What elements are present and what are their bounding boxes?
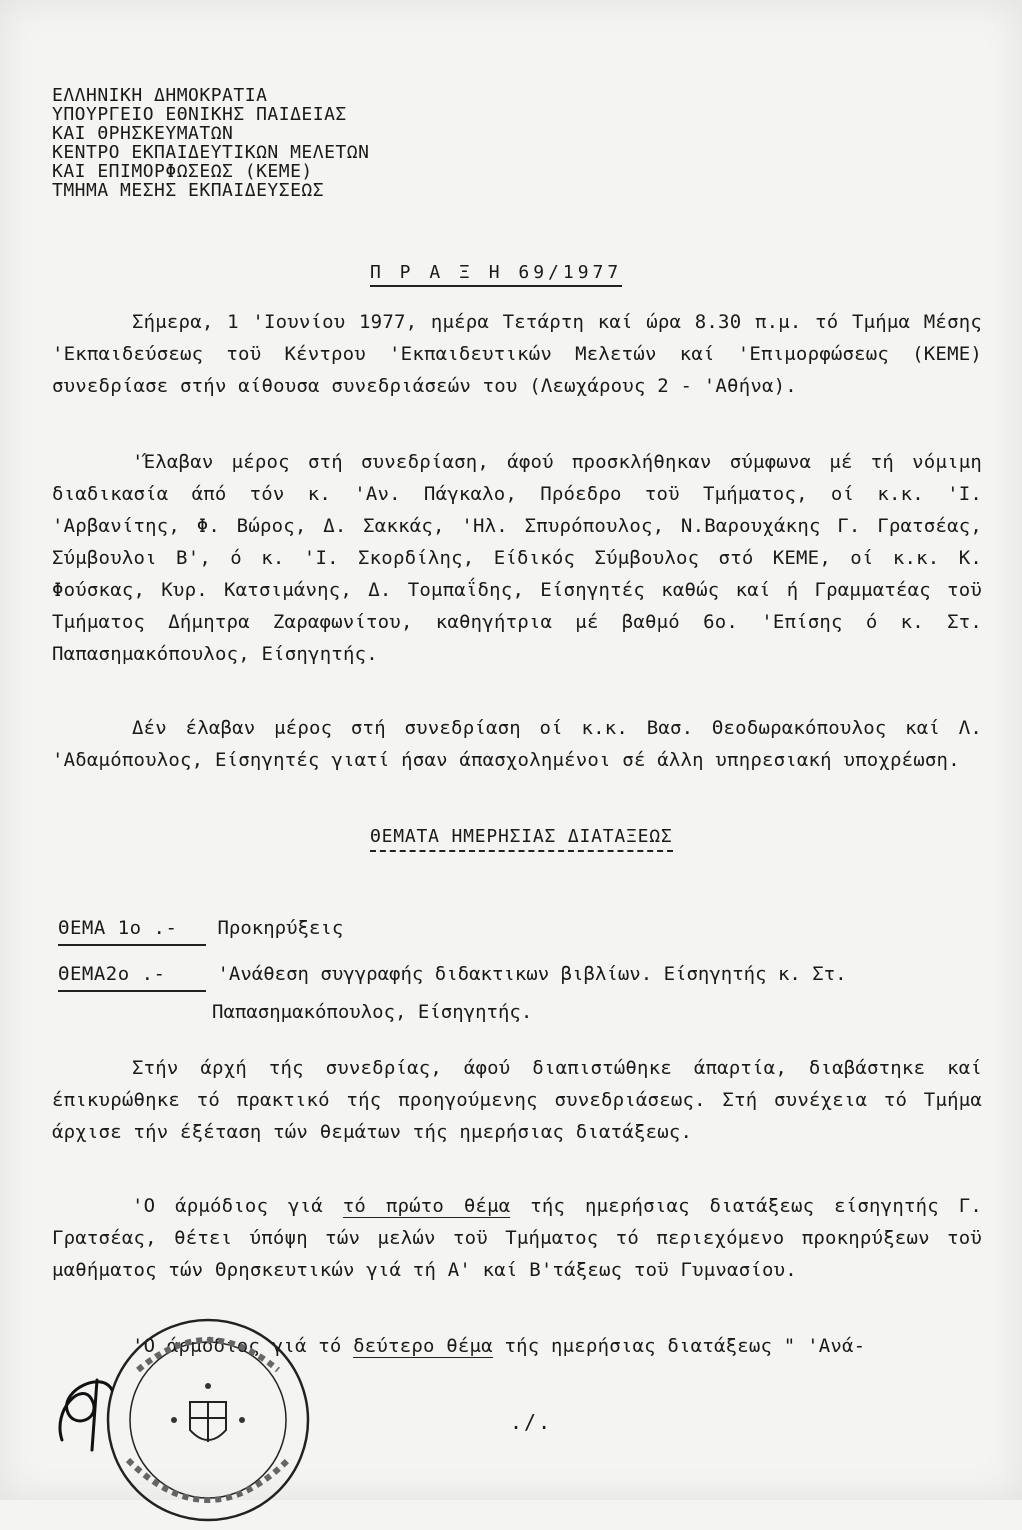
signature-icon: [42, 1350, 132, 1460]
first-topic-text-a: 'Ο άρμόδιος γιά: [132, 1195, 343, 1217]
first-topic-text-b: τής ημερήσιας διατάξεως είσηγητής Γ. Γρατσέας, θέτει ύπόψη τών μελών τοϋ Τμήματος τό περιεχόμενο προκηρύξεων τοϋ μαθήματος τών Θρησκευτικών γιά τή Α' καί Β'τάξεως τοϋ Γυμνασίου.: [52, 1195, 982, 1281]
theme-1-text: Προκηρύξεις: [217, 917, 344, 939]
document-title: Π Ρ Α Ξ Η 69/1977: [370, 262, 622, 287]
theme-2: [58, 958, 847, 992]
letterhead-line: ΕΛΛΗΝΙΚΗ ΔΗΜΟΚΡΑΤΙΑ: [52, 85, 268, 106]
start-text: Στήν άρχή τής συνεδρίας, άφού διαπιστώθηκε άπαρτία, διαβάστηκε καί έπικυρώθηκε τό πρακτικό τής προηγούμενης συνεδριάσεως. Στή συνέχεια τό Τμήμα άρχισε τήν έξέταση τών θεμάτων τής ημερήσιας διατάξεως.: [52, 1057, 982, 1143]
first-topic-underlined: τό πρώτο θέμα: [342, 1195, 511, 1217]
letterhead-line: ΥΠΟΥΡΓΕΙΟ ΕΘΝΙΚΗΣ ΠΑΙΔΕΙΑΣ: [52, 104, 347, 125]
absent-text: Δέν έλαβαν μέρος στή συνεδρίαση οί κ.κ. Βασ. Θεοδωρακόπουλος καί Λ. 'Αδαμόπουλος, Είσηγητές γιατί ήσαν άπασχολημένοι σέ άλλη υπηρεσιακή υποχρέωση.: [52, 717, 982, 771]
intro-paragraph: [52, 306, 982, 402]
letterhead: [52, 86, 369, 200]
participants-text: 'Έλαβαν μέρος στή συνεδρίαση, άφού προσκλήθηκαν σύμφωνα μέ τή νόμιμη διαδικασία άπό τόν κ. 'Αν. Πάγκαλο, Πρόεδρο τοϋ Τμήματος, οί κ.κ. 'Ι. 'Αρβανίτης, Φ. Βώρος, Δ. Σακκάς, 'Ηλ. Σπυρόπουλος, Ν.Βαρουχάκης Γ. Γρατσέας, Σύμβουλοι Β', ό κ. 'Ι. Σκορδίλης, Είδικός Σύμβουλος στό ΚΕΜΕ, οί κ.κ. Κ. Φούσκας, Κυρ. Κατσιμάνης, Δ. Τομπαΐδης, Είσηγητές καθώς καί ή Γραμματέας τοϋ Τμήματος Δήμητρα Ζαραφωνίτου, καθηγήτρια μέ βαθμό 6ο. 'Επίσης ό κ. Στ. Παπασημακόπουλος, Είσηγητής.: [52, 451, 982, 665]
participants-paragraph: [52, 446, 982, 670]
theme-1: [58, 912, 343, 946]
page-continuation-mark: ./.: [510, 1410, 553, 1434]
letterhead-line: ΚΕΝΤΡΟ ΕΚΠΑΙΔΕΥΤΙΚΩΝ ΜΕΛΕΤΩΝ: [52, 142, 370, 163]
first-topic-paragraph: [52, 1190, 982, 1286]
intro-text: Σήμερα, 1 'Ιουνίου 1977, ημέρα Τετάρτη καί ώρα 8.30 π.μ. τό Τμήμα Μέσης 'Εκπαιδεύσεως τοϋ Κέντρου 'Εκπαιδευτικών Μελετών καί 'Επιμορφώσεως (ΚΕΜΕ) συνεδρίασε στήν αίθουσα συνεδριάσεών του (Λεωχάρους 2 - 'Αθήνα).: [52, 311, 982, 397]
theme-2-text: 'Ανάθεση συγγραφής διδακτικων βιβλίων. Είσηγητής κ. Στ.: [217, 963, 847, 985]
theme-1-label: ΘΕΜΑ 1ο .-: [58, 912, 206, 946]
absent-paragraph: [52, 712, 982, 776]
theme-2-label: ΘΕΜΑ2ο .-: [58, 958, 206, 992]
second-topic-text-a: 'Ο άρμόδιος γιά τό: [132, 1335, 354, 1357]
letterhead-line: ΚΑΙ ΕΠΙΜΟΡΦΩΣΕΩΣ (ΚΕΜΕ): [52, 161, 313, 182]
second-topic-underlined: δεύτερο θέμα: [353, 1335, 493, 1357]
letterhead-line: ΤΜΗΜΑ ΜΕΣΗΣ ΕΚΠΑΙΔΕΥΣΕΩΣ: [52, 180, 325, 201]
theme-2-continuation: Παπασημακόπουλος, Είσηγητής.: [212, 1001, 533, 1023]
agenda-title: ΘΕΜΑΤΑ ΗΜΕΡΗΣΙΑΣ ΔΙΑΤΑΞΕΩΣ: [370, 826, 673, 852]
start-paragraph: [52, 1052, 982, 1148]
second-topic-text-b: τής ημερήσιας διατάξεως " 'Ανά-: [492, 1335, 866, 1357]
letterhead-line: ΚΑΙ ΘΡΗΣΚΕΥΜΑΤΩΝ: [52, 123, 234, 144]
